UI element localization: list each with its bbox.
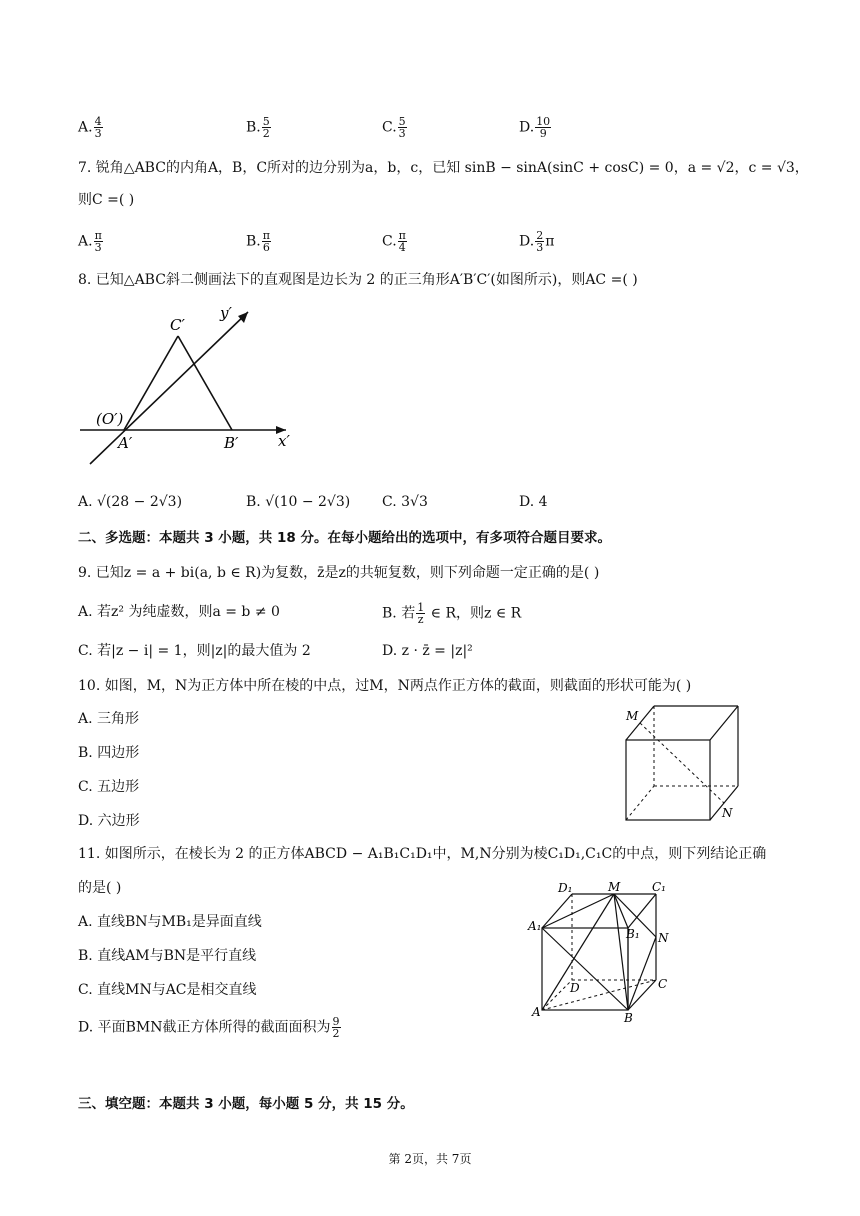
- q7-option-c: C. $\frac{\pi}{4}$: [382, 229, 406, 254]
- q8-option-d: D. 4: [519, 494, 548, 510]
- q11-option-a: A. 直线BN与MB₁是异面直线: [78, 914, 262, 930]
- label-m: M: [626, 709, 639, 723]
- q7-option-d: D. $\frac{2}{3}$ π: [519, 229, 555, 254]
- label-n: N: [722, 806, 733, 820]
- q11-stem-cont: 的是( ): [78, 880, 122, 896]
- q8-option-c: C. 3√3: [382, 494, 428, 510]
- q7-option-a: A. $\frac{\pi}{3}$: [78, 229, 102, 254]
- q7-stem-cont: 则C =( ): [78, 192, 135, 208]
- q11-option-d: D. 平面BMN截正方体所得的截面面积为 $\frac{9}{2}$: [78, 1015, 340, 1040]
- label-n: N: [658, 931, 669, 945]
- segment-n-b: [628, 937, 656, 1010]
- q6-option-a: A. $\frac{4}{3}$: [78, 115, 102, 140]
- q9-option-d: D. z · z̄ = |z|²: [382, 643, 473, 659]
- q9-option-c: C. 若|z − i| = 1，则|z|的最大值为 2: [78, 643, 311, 659]
- q6-option-b: B. $\frac{5}{2}$: [246, 115, 270, 140]
- q10-option-c: C. 五边形: [78, 779, 140, 795]
- label-a: A: [532, 1005, 541, 1019]
- q8-option-a: A. √(28 − 2√3): [78, 494, 183, 510]
- section-3-heading: 三、填空题：本题共 3 小题，每小题 5 分，共 15 分。: [78, 1096, 414, 1112]
- label-b: B: [624, 1011, 633, 1024]
- label-c: C: [658, 977, 668, 991]
- label-a: A′: [118, 434, 133, 452]
- label-b1: B₁: [626, 927, 640, 941]
- section-2-heading: 二、多选题：本题共 3 小题，共 18 分。在每小题给出的选项中，有多项符合题目要求。: [78, 530, 611, 546]
- side-a-c: [124, 336, 178, 430]
- label-x: x′: [278, 432, 290, 450]
- q10-option-d: D. 六边形: [78, 813, 140, 829]
- side-c-b: [178, 336, 232, 430]
- q9-option-a: A. 若z² 为纯虚数，则a = b ≠ 0: [78, 604, 280, 620]
- q9-option-b: B. 若 $\frac{1}{z}$ ∈ R，则z ∈ R: [382, 601, 522, 626]
- q10-option-b: B. 四边形: [78, 745, 140, 761]
- label-c: C′: [170, 316, 185, 334]
- q10-stem: 10. 如图，M，N为正方体中所在棱的中点，过M，N两点作正方体的截面，则截面的形状可能为( ): [78, 678, 692, 694]
- label-b: B′: [224, 434, 239, 452]
- q8-option-b: B. √(10 − 2√3): [246, 494, 351, 510]
- label-y: y′: [220, 304, 232, 322]
- label-d1: D₁: [558, 881, 573, 895]
- q9-stem: 9. 已知z = a + bi(a, b ∈ R)为复数，z̄是z的共轭复数，则下列命题一定正确的是( ): [78, 565, 600, 581]
- q11-option-c: C. 直线MN与AC是相交直线: [78, 982, 257, 998]
- q7-option-b: B. $\frac{\pi}{6}$: [246, 229, 270, 254]
- q11-option-b: B. 直线AM与BN是平行直线: [78, 948, 257, 964]
- q6-option-d: D. $\frac{10}{9}$: [519, 115, 551, 140]
- segment-a-c: [542, 980, 656, 1010]
- q10-option-a: A. 三角形: [78, 711, 140, 727]
- label-a1: A₁: [528, 919, 542, 933]
- label-o: (O′): [96, 410, 124, 428]
- section-line-mn: [640, 723, 724, 803]
- label-m: M: [608, 880, 621, 894]
- label-c1: C₁: [652, 880, 666, 894]
- q8-stem: 8. 已知△ABC斜二侧画法下的直观图是边长为 2 的正三角形A′B′C′(如图所示)，则AC =( ): [78, 272, 638, 288]
- q6-option-c: C. $\frac{5}{3}$: [382, 115, 406, 140]
- q11-stem: 11. 如图所示，在棱长为 2 的正方体ABCD − A₁B₁C₁D₁中，M,N分别为棱C₁D₁,C₁C的中点，则下列结论正确: [78, 846, 767, 862]
- cube-front-face: [626, 740, 710, 820]
- q11-cube-figure: [524, 880, 684, 1024]
- q10-cube-figure: [618, 700, 748, 826]
- label-d: D: [570, 981, 580, 995]
- y-axis-arrow: [238, 312, 248, 323]
- q7-stem: 7. 锐角△ABC的内角A，B，C所对的边分别为a，b，c，已知 sinB − sinA(sinC + cosC) = 0，a = √2，c = √3，: [78, 160, 809, 176]
- q8-oblique-triangle-figure: [74, 300, 304, 472]
- page-footer: 第 2页，共 7页: [388, 1152, 472, 1166]
